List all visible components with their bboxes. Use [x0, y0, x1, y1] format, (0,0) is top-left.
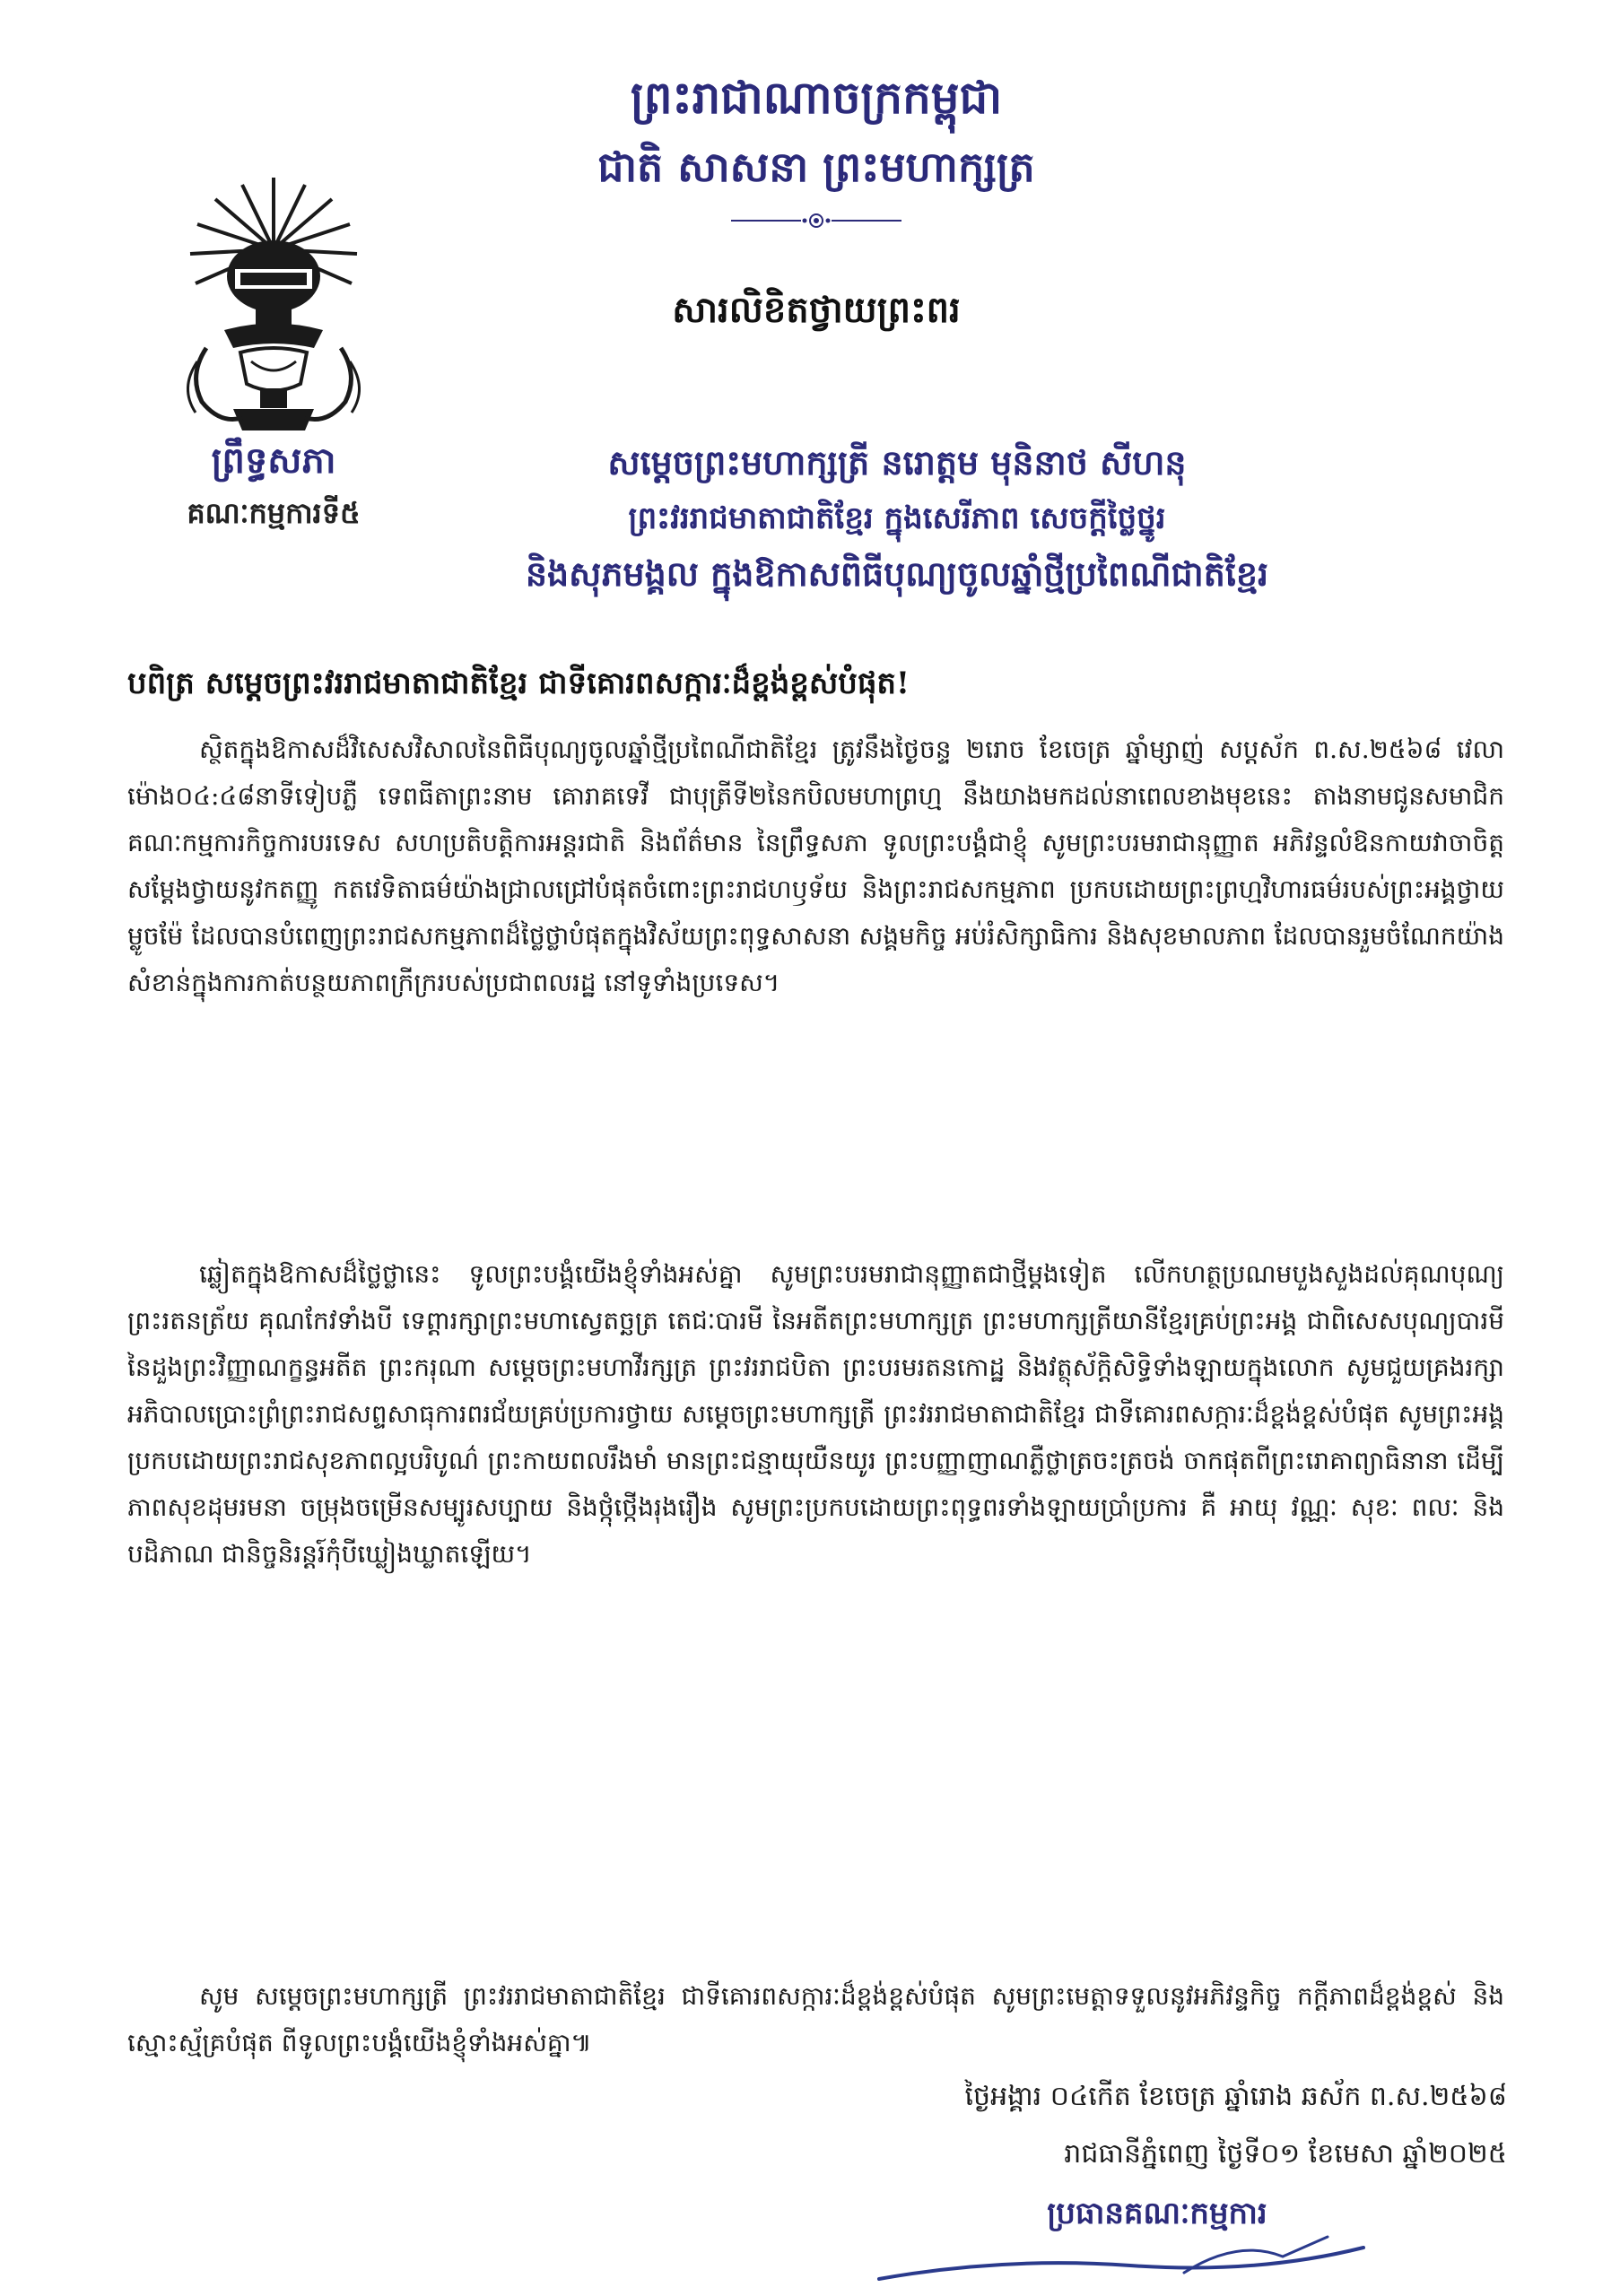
- motto-heading: ជាតិ សាសនា ព្រះមហាក្សត្រ: [597, 143, 1035, 191]
- body-paragraph-1: ស្ថិតក្នុងឱកាសដ៏វិសេសវិសាលនៃពិធីបុណ្យចូលឆ្នាំថ្មីប្រពៃណីជាតិខ្មែរ ត្រូវនឹងថ្ងៃចន្ទ ២រោច ខែចេត្រ ឆ្នាំម្សាញ់ សប្តស័ក ព.ស.២៥៦៨ វេលាម៉ោង០៤:៤៨នាទីទៀបភ្លឺ ទេពធីតាព្រះនាម គោរាគទេវី ជាបុត្រីទី២នៃកបិលមហាព្រហ្ម នឹងយាងមកដល់នាពេលខាងមុខនេះ តាងនាមជូនសមាជិកគណៈកម្មការកិច្ចការបរទេស សហប្រតិបត្តិការអន្តរជាតិ និងព័ត៌មាន នៃព្រឹទ្ធសភា ទូលព្រះបង្គំជាខ្ញុំ សូមព្រះបរមរាជានុញ្ញាត អភិវន្ទលំឱនកាយវាចាចិត្ត សម្តែងថ្វាយនូវកតញ្ញូ កតវេទិតាធម៌យ៉ាងជ្រាលជ្រៅបំផុតចំពោះព្រះរាជហឫទ័យ និងព្រះរាជសកម្មភាព ប្រកបដោយព្រះព្រហ្មវិហារធម៌របស់ព្រះអង្គថ្វាយ ម្លូចម៉ែ ដែលបានបំពេញព្រះរាជសកម្មភាពដ៏ថ្លៃថ្លាបំផុតក្នុងវិស័យព្រះពុទ្ធសាសនា សង្គមកិច្ច អប់រំសិក្សាធិការ និងសុខមាលភាព ដែលបានរួមចំណែកយ៉ាងសំខាន់ក្នុងការកាត់បន្ថយភាពក្រីក្ររបស់ប្រជាពលរដ្ឋ នៅទូទាំងប្រទេស។: [127, 735, 1504, 997]
- salutation: បពិត្រ សម្តេចព្រះវររាជមាតាជាតិខ្មែរ ជាទីគោរពសក្ការៈដ៏ខ្ពង់ខ្ពស់បំផុត!: [127, 665, 910, 701]
- document-title: សារលិខិតថ្វាយព្រះពរ: [672, 289, 961, 331]
- subject-line-1: សម្តេចព្រះមហាក្សត្រី នរោត្តម មុនិនាថ សីហនុ: [607, 442, 1187, 483]
- lunar-date: ថ្ងៃអង្គារ ០៤កើត ខែចេត្រ ឆ្នាំរោង ឆស័ក ព.ស.២៥៦៨: [964, 2081, 1507, 2112]
- kingdom-heading: ព្រះរាជាណាចក្រកម្ពុជា: [630, 71, 1003, 124]
- body-paragraph-3: សូម សម្តេចព្រះមហាក្សត្រី ព្រះវររាជមាតាជាតិខ្មែរ ជាទីគោរពសក្ការៈដ៏ខ្ពង់ខ្ពស់បំផុត សូមព្រះមេត្តាទទួលនូវអភិវន្ទកិច្ច កក្តីភាពដ៏ខ្ពង់ខ្ពស់ និងស្មោះស្ម័គ្របំផុត ពីទូលព្រះបង្គំយើងខ្ញុំទាំងអស់គ្នា៕: [127, 1981, 1504, 2057]
- committee-name: គណៈកម្មការទី៥: [187, 496, 361, 530]
- subject-line-2: ព្រះវររាជមាតាជាតិខ្មែរ ក្នុងសេរីភាព សេចក្តីថ្លៃថ្នូរ: [628, 500, 1166, 536]
- solar-date: រាជធានីភ្នំពេញ ថ្ងៃទី០១ ខែមេសា ឆ្នាំ២០២៥: [1064, 2138, 1507, 2170]
- organization-name: ព្រឹទ្ធសភា: [211, 439, 336, 482]
- body-paragraph-2: ឆ្លៀតក្នុងឱកាសដ៏ថ្លៃថ្លានេះ ទូលព្រះបង្គំយើងខ្ញុំទាំងអស់គ្នា សូមព្រះបរមរាជានុញ្ញាតជាថ្មីម្តងទៀត លើកហត្ថប្រណមបួងសួងដល់គុណបុណ្យព្រះរតនត្រ័យ គុណកែវទាំងបី ទេព្តារក្សាព្រះមហាស្វេតច្ឆត្រ តេជៈបារមី នៃអតីតព្រះមហាក្សត្រ ព្រះមហាក្សត្រីយានីខ្មែរគ្រប់ព្រះអង្គ ជាពិសេសបុណ្យបារមីនៃដួងព្រះវិញ្ញាណក្ខន្ធអតីត ព្រះករុណា សម្តេចព្រះមហាវីរក្សត្រ ព្រះវររាជបិតា ព្រះបរមរតនកោដ្ឋ និងវត្ថុស័ក្តិសិទ្ធិទាំងឡាយក្នុងលោក សូមជួយគ្រងរក្សាអភិបាលប្រោះព្រំព្រះរាជសព្ទសាធុការពរជ័យគ្រប់ប្រការថ្វាយ សម្តេចព្រះមហាក្សត្រី ព្រះវររាជមាតាជាតិខ្មែរ ជាទីគោរពសក្ការៈដ៏ខ្ពង់ខ្ពស់បំផុត សូមព្រះអង្គប្រកបដោយព្រះរាជសុខភាពល្អបរិបូណ៌ ព្រះកាយពលរឹងមាំ មានព្រះជន្មាយុយឺនយូរ ព្រះបញ្ញាញាណភ្លឺថ្លាត្រចះត្រចង់ ចាកផុតពីព្រះរោគាព្យាធិនានា ដើម្បីភាពសុខដុមរមនា ចម្រុងចម្រើនសម្បូរសប្បាយ និងថ្កុំថ្កើងរុងរឿង សូមព្រះប្រកបដោយព្រះពុទ្ធពរទាំងឡាយប្រាំប្រការ គឺ អាយុ វណ្ណៈ សុខៈ ពលៈ និងបដិភាណ ជានិច្ចនិរន្តរ៍កុំបីឃ្លៀងឃ្លាតឡើយ។: [127, 1259, 1504, 1569]
- senate-emblem-icon: [170, 169, 377, 438]
- signatory-title: ប្រធានគណៈកម្មការ: [1047, 2196, 1267, 2231]
- subject-line-3: និងសុភមង្គល ក្នុងឱកាសពិធីបុណ្យចូលឆ្នាំថ្មីប្រពៃណីជាតិខ្មែរ: [525, 553, 1269, 594]
- divider-ornament-icon: [731, 208, 901, 233]
- signature-icon: [861, 2230, 1399, 2283]
